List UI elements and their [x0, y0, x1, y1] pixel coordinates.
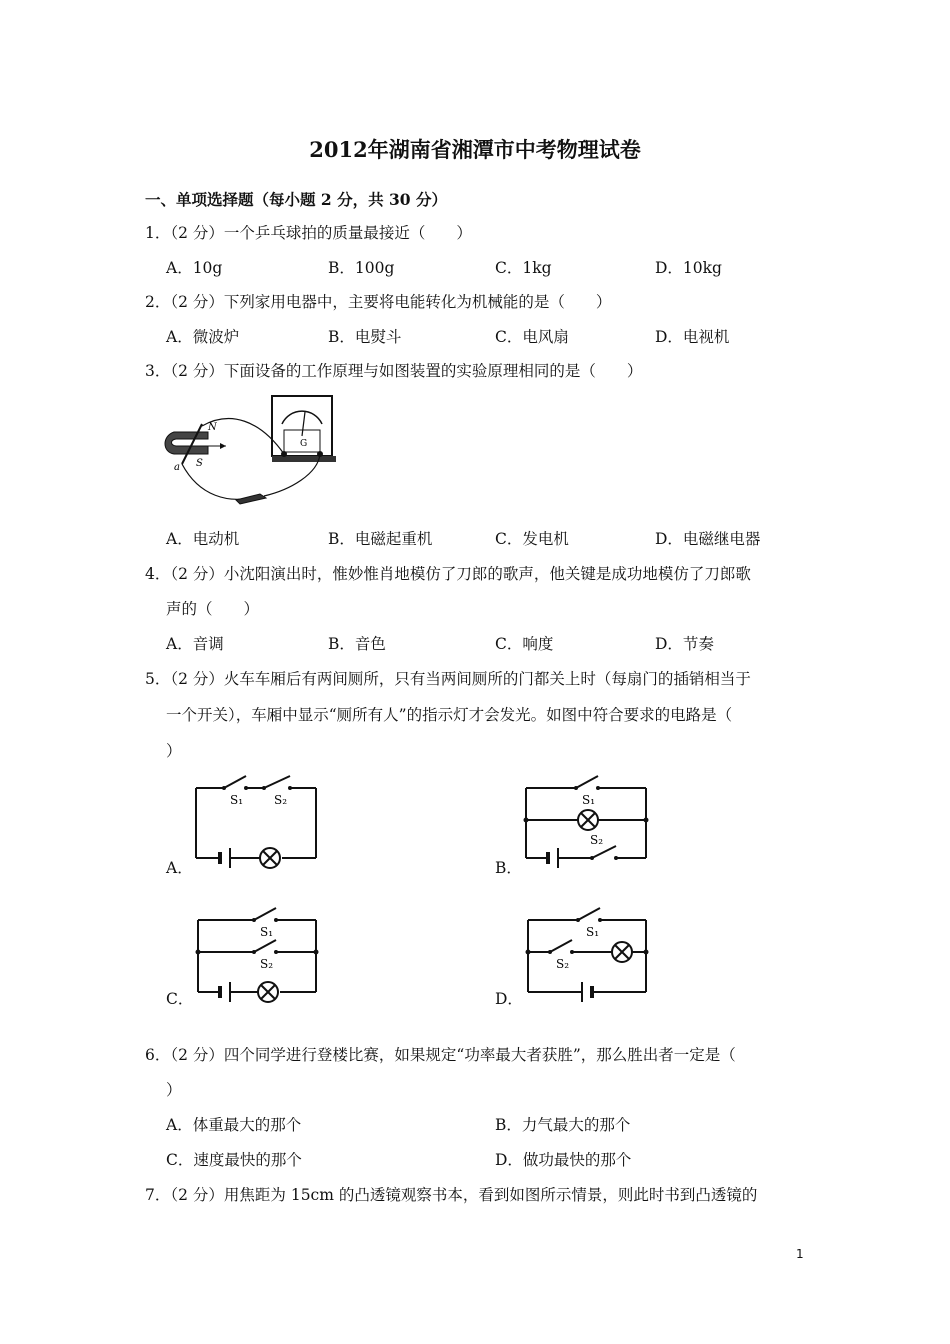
q4-option-b: B．音色 [328, 635, 386, 653]
q4-option-d: D．节奏 [655, 635, 714, 653]
section-heading: 一、单项选择题（每小题 2 分，共 30 分） [145, 190, 447, 209]
q4-option-a: A．音调 [166, 635, 224, 653]
circuit-c [190, 904, 322, 1004]
q2-option-c: C．电风扇 [495, 328, 569, 346]
q2-option-b: B．电熨斗 [328, 328, 402, 346]
q4-stem-line1: 4．（2 分）小沈阳演出时，惟妙惟肖地模仿了刀郎的歌声，他关键是成功地模仿了刀郎歌 [145, 565, 751, 583]
circuit-d-s2-label: S₂ [556, 957, 570, 971]
magnet-s-label: S [196, 458, 203, 469]
q1-stem: 1．（2 分）一个乒乓球拍的质量最接近（ ） [145, 224, 472, 242]
galvanometer-label: G [300, 439, 308, 449]
q1-option-d: D．10kg [655, 259, 722, 277]
q3-option-d: D．电磁继电器 [655, 530, 761, 548]
q1-option-b: B．100g [328, 259, 395, 277]
q5-option-d: D． [495, 990, 523, 1008]
q5-stem-line2: 一个开关），车厢中显示“厕所有人”的指示灯才会发光。如图中符合要求的电路是（ [166, 706, 733, 724]
q1-option-c: C．1kg [495, 259, 552, 277]
q5-stem-line3: ） [166, 742, 182, 760]
q3-option-c: C．发电机 [495, 530, 569, 548]
q3-option-b: B．电磁起重机 [328, 530, 433, 548]
q4-stem-line2: 声的（ ） [166, 600, 260, 618]
magnet-n-label: N [208, 422, 217, 433]
circuit-a [190, 770, 322, 870]
q6-option-d: D．做功最快的那个 [495, 1151, 632, 1169]
q3-option-a: A．电动机 [166, 530, 240, 548]
q2-option-d: D．电视机 [655, 328, 730, 346]
q6-stem-line2: ） [166, 1081, 182, 1099]
circuit-b-s2-label: S₂ [590, 833, 604, 847]
q6-stem-line1: 6．（2 分）四个同学进行登楼比赛，如果规定“功率最大者获胜”，那么胜出者一定是（ [145, 1046, 736, 1064]
conductor-a-label: a [174, 462, 180, 473]
q5-option-b: B． [495, 859, 522, 877]
q6-option-b: B．力气最大的那个 [495, 1116, 631, 1134]
q6-option-c: C．速度最快的那个 [166, 1151, 302, 1169]
q3-experiment-figure [160, 390, 340, 512]
circuit-c-s1-label: S₁ [260, 925, 274, 939]
circuit-d [520, 904, 652, 1004]
wire-bottom-left [182, 464, 250, 499]
horseshoe-magnet [165, 432, 208, 454]
q5-option-a: A． [166, 859, 193, 877]
q7-stem-line1: 7．（2 分）用焦距为 15cm 的凸透镜观察书本，看到如图所示情景，则此时书到凸透镜的 [145, 1186, 758, 1204]
circuit-d-s1-label: S₁ [586, 925, 600, 939]
galvanometer-base [272, 456, 336, 462]
q2-option-a: A．微波炉 [166, 328, 240, 346]
q3-stem: 3．（2 分）下面设备的工作原理与如图装置的实验原理相同的是（ ） [145, 362, 643, 380]
q2-stem: 2．（2 分）下列家用电器中，主要将电能转化为机械能的是（ ） [145, 293, 612, 311]
circuit-c-s2-label: S₂ [260, 957, 274, 971]
q4-option-c: C．响度 [495, 635, 554, 653]
q6-option-a: A．体重最大的那个 [166, 1116, 302, 1134]
page-number: 1 [796, 1247, 804, 1261]
circuit-b-s1-label: S₁ [582, 793, 596, 807]
q5-option-c: C． [166, 990, 194, 1008]
q5-stem-line1: 5．（2 分）火车车厢后有两间厕所，只有当两间厕所的门都关上时（每扇门的插销相当于 [145, 670, 751, 688]
knife-switch [236, 494, 266, 504]
q1-option-a: A．10g [166, 259, 223, 277]
circuit-a-s2-label: S₂ [274, 793, 288, 807]
page-title: 2012年湖南省湘潭市中考物理试卷 [309, 137, 641, 162]
circuit-b [520, 772, 652, 872]
circuit-a-s1-label: S₁ [230, 793, 244, 807]
